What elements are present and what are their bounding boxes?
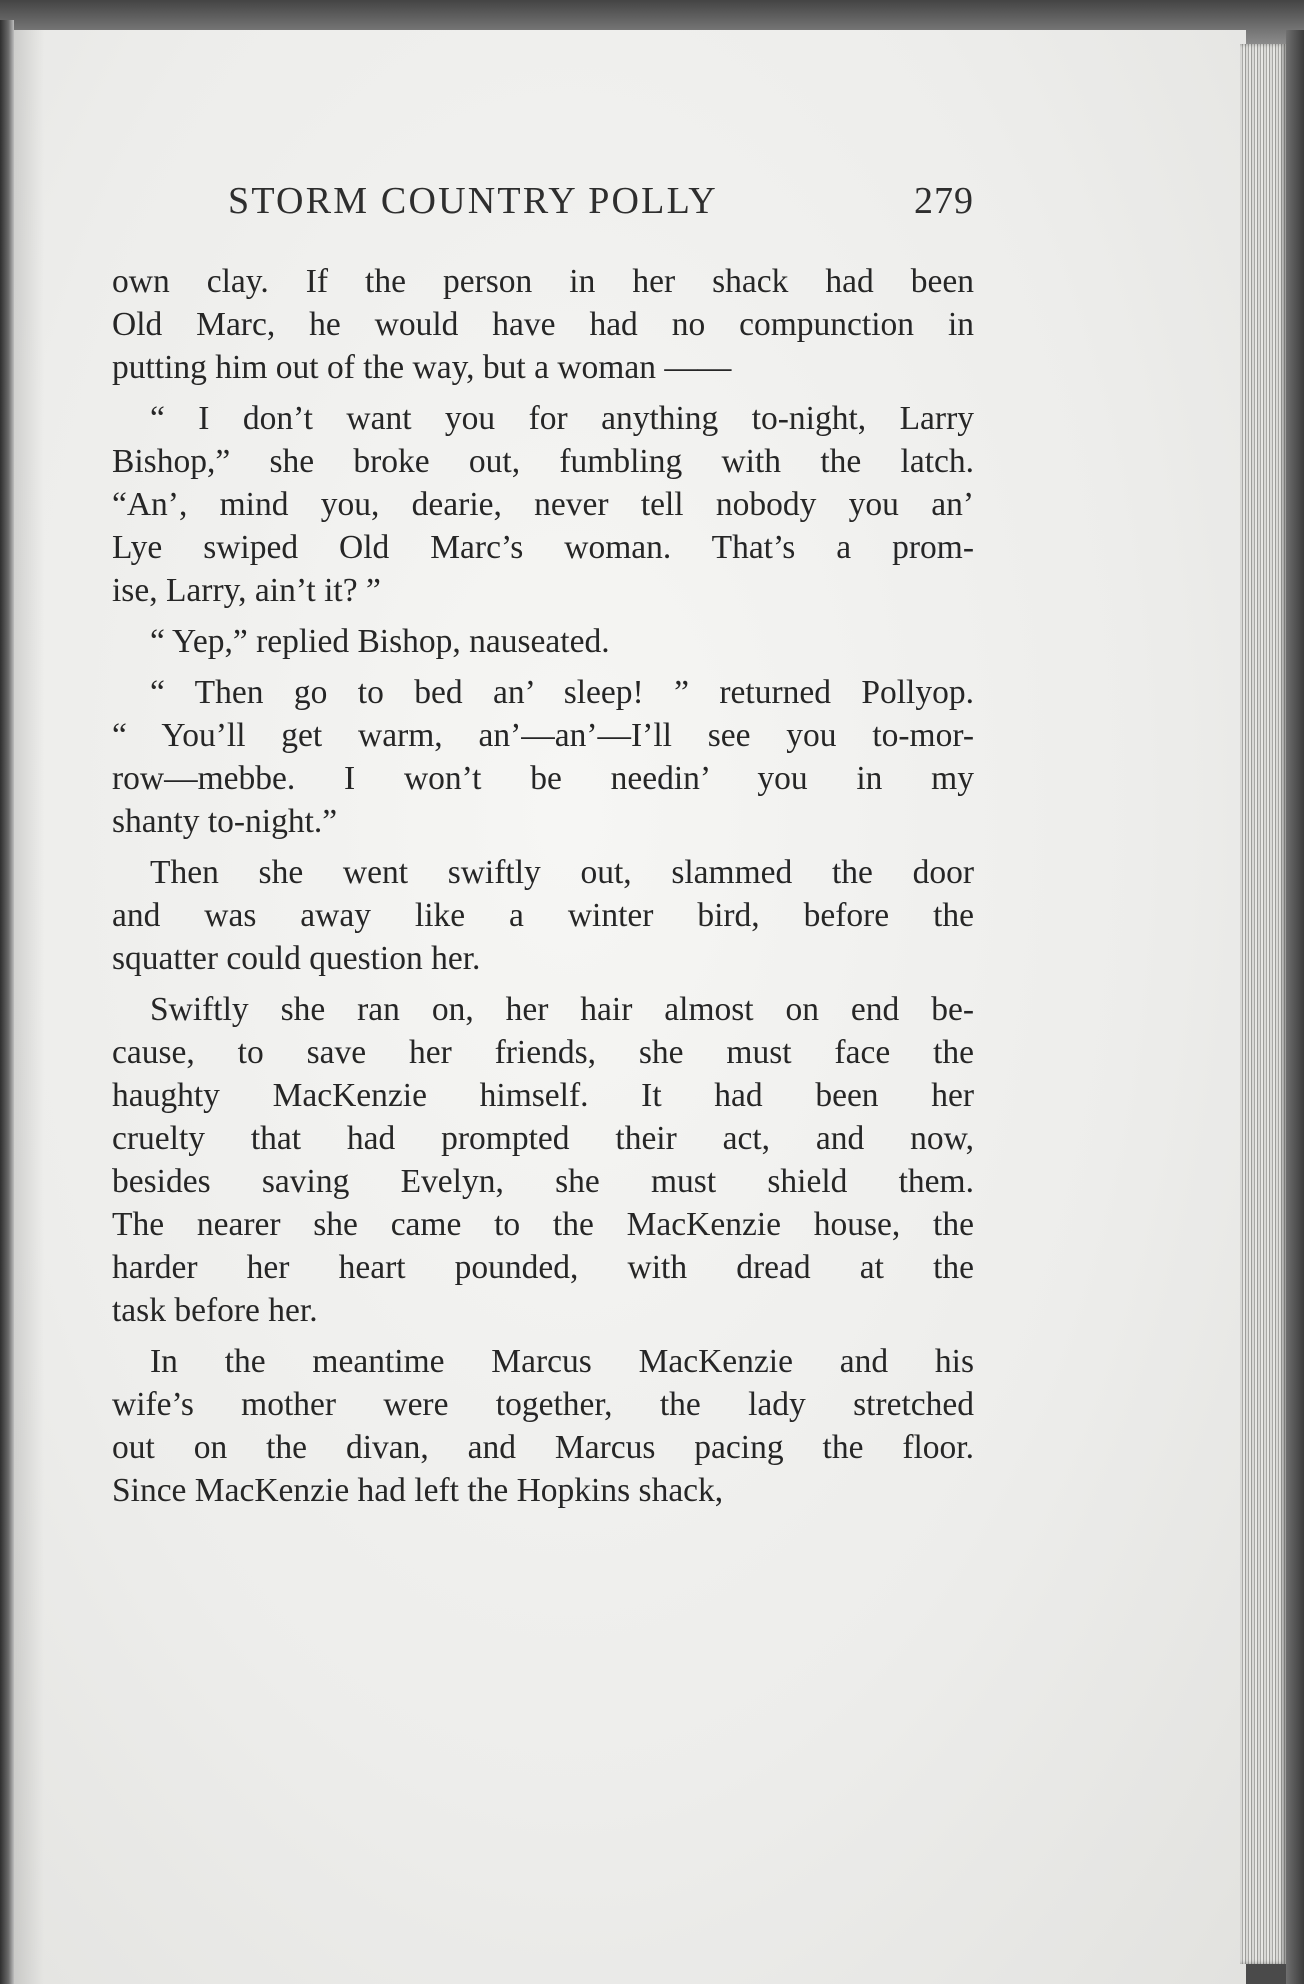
- text-line: “ I don’t want you for anything to-night, Larry: [150, 400, 974, 437]
- text-line: Then she went swiftly out, slammed the door: [150, 854, 974, 891]
- gutter-shadow: [14, 30, 44, 1984]
- text-line: cause, to save her friends, she must face the: [112, 1034, 974, 1071]
- text-line: Old Marc, he would have had no compunction in: [112, 306, 974, 343]
- text-line: “An’, mind you, dearie, never tell nobody you an’: [112, 486, 974, 523]
- paragraph: [112, 397, 974, 612]
- paragraph: [112, 260, 974, 389]
- text-line: In the meantime Marcus MacKenzie and his: [150, 1343, 974, 1380]
- text-line: row—mebbe. I won’t be needin’ you in my: [112, 760, 974, 797]
- text-line: cruelty that had prompted their act, and now,: [112, 1120, 974, 1157]
- text-line: The nearer she came to the MacKenzie house, the: [112, 1206, 974, 1243]
- paragraph: [112, 1340, 974, 1512]
- body-text: [112, 260, 974, 1512]
- text-line: own clay. If the person in her shack had been: [112, 263, 974, 300]
- paragraph: [112, 988, 974, 1332]
- book-cover-edge: [1286, 30, 1304, 1984]
- text-line: besides saving Evelyn, she must shield them.: [112, 1163, 974, 1200]
- text-line: and was away like a winter bird, before the: [112, 897, 974, 934]
- text-line: harder her heart pounded, with dread at the: [112, 1249, 974, 1286]
- paragraph: [112, 851, 974, 980]
- text-line: “ Yep,” replied Bishop, nauseated.: [150, 623, 610, 660]
- text-line: Lye swiped Old Marc’s woman. That’s a prom-: [112, 529, 974, 566]
- text-line: wife’s mother were together, the lady stretched: [112, 1386, 974, 1423]
- text-line: haughty MacKenzie himself. It had been her: [112, 1077, 974, 1114]
- text-block: [112, 180, 974, 1520]
- text-line: task before her.: [112, 1292, 318, 1329]
- paragraph: [112, 620, 974, 663]
- text-line: Bishop,” she broke out, fumbling with the latch.: [112, 443, 974, 480]
- text-line: Swiftly she ran on, her hair almost on end be-: [150, 991, 974, 1028]
- text-line: “ You’ll get warm, an’—an’—I’ll see you to-mor-: [112, 717, 974, 754]
- text-line: ise, Larry, ain’t it? ”: [112, 572, 381, 609]
- page-number: 279: [914, 180, 974, 222]
- text-line: shanty to-night.”: [112, 803, 338, 840]
- book-spine-edge: [0, 20, 14, 1984]
- text-line: putting him out of the way, but a woman ——: [112, 349, 732, 386]
- text-line: “ Then go to bed an’ sleep! ” returned Pollyop.: [150, 674, 974, 711]
- text-line: out on the divan, and Marcus pacing the floor.: [112, 1429, 974, 1466]
- text-line: Since MacKenzie had left the Hopkins shack,: [112, 1472, 724, 1509]
- running-head-title: STORM COUNTRY POLLY: [228, 180, 718, 222]
- paragraph: [112, 671, 974, 843]
- text-line: squatter could question her.: [112, 940, 481, 977]
- page-edges-stack: [1240, 44, 1286, 1964]
- running-head: [228, 180, 974, 230]
